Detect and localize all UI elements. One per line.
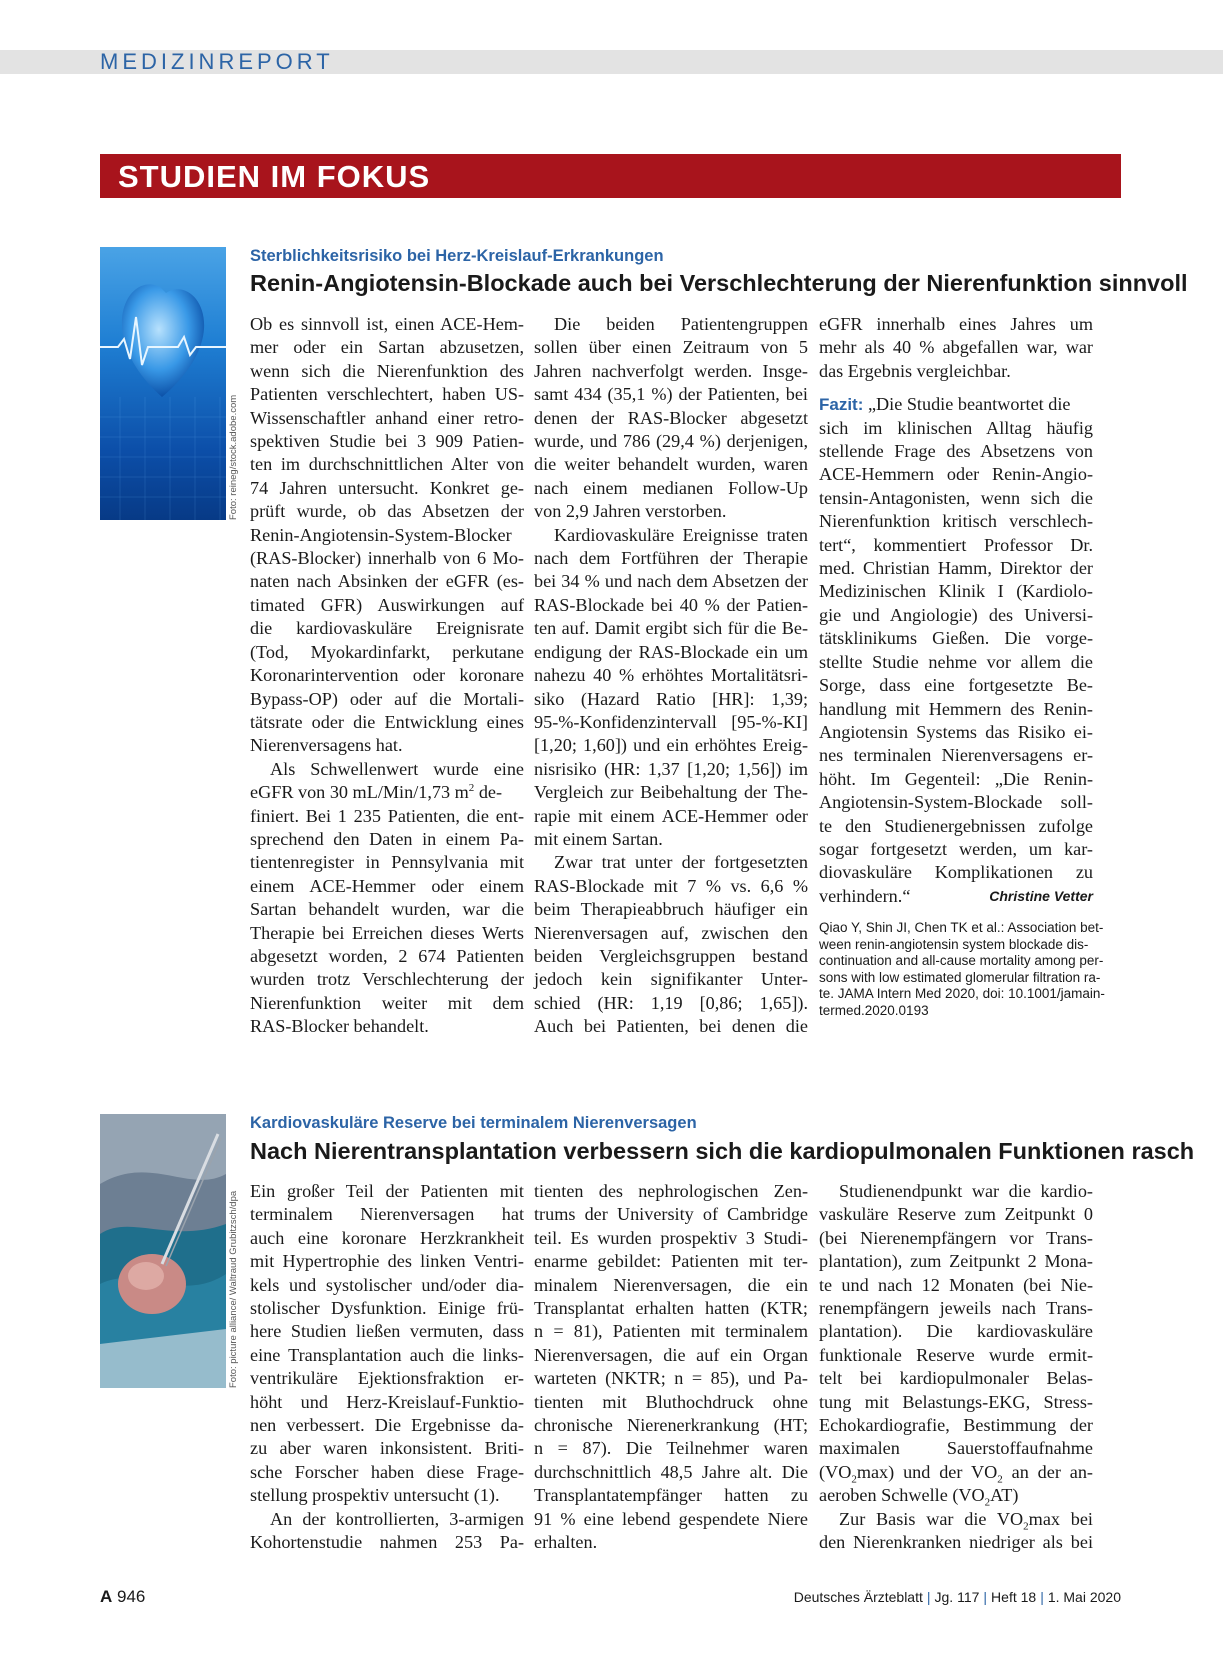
text-line: wurde, und 786 (29,4 %) derjenigen, [534,431,808,452]
text-line: renempfängern jeweils nach Trans- [819,1298,1093,1319]
text-line: ten im durchschnittlichen Alter von [250,454,524,475]
text-line: Kardiovaskuläre Ereignisse traten [554,524,808,545]
text-line: here Studien ließen vermuten, dass [250,1321,524,1342]
text-line: Patienten verschlechtert, haben US- [250,384,524,405]
text-line: nach dem Fortführen der Therapie [534,548,808,569]
text-line: chronische Nierenerkrankung (HT; [534,1415,808,1436]
text-line: tensin-Antagonisten, wenn sich die [819,487,1093,508]
text-line: höht und Herz-Kreislauf-Funktio- [250,1391,524,1412]
text-line: sogar fortgesetzt werden, um kar- [819,838,1093,859]
journal-date: 1. Mai 2020 [1047,1589,1121,1605]
text-line: die kardiovaskuläre Ereignisrate [250,618,524,639]
text-line: Nierenversagens hat. [250,735,403,756]
text-line [250,781,524,804]
text-line: ACE-Hemmern oder Renin-Angio- [819,464,1093,485]
text-line: n = 87). Die Teilnehmer waren [534,1438,808,1459]
text-line: Echokardiografie, Bestimmung der [819,1415,1093,1436]
text-line: Nierenversagen auf, zwischen den [534,922,808,943]
text-line: von 2,9 Jahren verstorben. [534,501,727,522]
text-line: naten nach Absinken der eGFR (es- [250,571,524,592]
text-fragment: max) und der VO [856,1461,998,1482]
text-line: Nierenfunktion weiter mit dem [250,992,524,1013]
text-line: Angiotensin-System-Blockade soll- [819,792,1093,813]
text-line: auch eine koronare Herzkrankheit [250,1227,524,1248]
text-line: 91 % eine lebend gespendete Niere [534,1508,808,1529]
article1-column-1 [250,313,524,1039]
text-line: telt bei kardiopulmonaler Belas- [819,1368,1093,1389]
heart-illustration-image [100,247,226,520]
article1-column-2 [534,313,808,1039]
text-line: Transplantat erhalten hatten (KTR; [534,1298,808,1319]
article2-column-2 [534,1180,808,1555]
banner-title: STUDIEN IM FOKUS [118,159,431,194]
text-line: wenn sich die Nierenfunktion des [250,360,524,381]
reference-line: sons with low estimated glomerular filtration ra- [819,969,1101,985]
text-line: Ob es sinnvoll ist, einen ACE-Hem- [250,314,524,334]
reference-line: Qiao Y, Shin JI, Chen TK et al.: Association bet- [819,920,1104,936]
text-line [819,885,1093,908]
text-line: terminalem Nierenversagen hat [250,1204,524,1225]
text-line: finiert. Bei 1 235 Patienten, die ent- [250,805,524,826]
page-number-value: 946 [117,1587,146,1606]
article1-paragraph-5 [534,851,808,1038]
article2-paragraph-2 [250,1508,524,1555]
article2-paragraph-5 [819,1508,1093,1555]
text-line: maximalen Sauerstoffaufnahme [819,1438,1093,1459]
text-line: Angiotensin Systems das Risiko ei- [819,721,1093,742]
text-line: gie und Angiologie) des Universi- [819,604,1093,625]
text-line: eine Transplantation auch die links- [250,1344,524,1365]
text-fragment: AT) [990,1485,1019,1506]
text-line: Jahren nachverfolgt werden. Insge- [534,360,808,381]
text-line: siko (Hazard Ratio [HR]: 1,39; [534,688,808,709]
text-line [819,1508,1093,1531]
subscript: 2 [851,1473,857,1486]
text-line: Nierenfunktion kritisch verschlech- [819,511,1093,532]
text-line: sich im klinischen Alltag häufig [819,417,1093,438]
text-line: minalem Nierenversagen, die ein [534,1274,808,1295]
text-line: Die beiden Patientengruppen [554,314,808,334]
text-line: (RAS-Blocker) innerhalb von 6 Mo- [250,548,524,569]
article2-paragraph-4 [819,1180,1093,1508]
journal-footer [794,1589,1121,1605]
surgery-graphic [100,1114,226,1388]
text-line: durchschnittlich 48,5 Jahre alt. Die [534,1461,808,1482]
article2-column-1 [250,1180,524,1555]
text-line: RAS-Blockade mit 7 % vs. 6,6 % [534,875,808,896]
page-prefix: A [100,1587,113,1606]
text-line: warteten (NKTR; n = 85), und Pa- [534,1368,808,1389]
fazit-label: Fazit: [819,395,864,415]
reference-line: termed.2020.0193 [819,1002,929,1018]
text-line: Therapie bei Erreichen dieses Werts [250,922,524,943]
text-fragment: de- [474,782,503,803]
text-line: plantation). Die kardiovaskuläre [819,1321,1093,1342]
text-line: nach einem medianen Follow-Up [534,477,808,498]
text-line: Koronarintervention oder koronare [250,665,524,686]
text-line: nahezu 40 % erhöhtes Mortalitätsri- [534,665,808,686]
text-line: te den Studienergebnissen zufolge [819,815,1093,836]
fazit-paragraph [819,393,1093,908]
article1-paragraph-6 [819,313,1093,383]
article1-column-3 [819,313,1105,1019]
text-line: Vergleich zur Beibehaltung der The- [534,782,808,803]
reference-line: continuation and all-cause mortality among per- [819,953,1104,969]
article1-headline: Renin-Angiotensin-Blockade auch bei Verschlechterung der Nierenfunktion sinnvoll [250,270,1188,296]
text-fragment: an der an- [1002,1461,1093,1482]
text-line: Sorge, dass eine fortgesetzte Be- [819,675,1093,696]
text-line: mit einem Sartan. [534,828,663,849]
text-line: tätsklinikums Gießen. Die vorge- [819,628,1093,649]
text-line: den Nierenkranken niedriger als bei [819,1532,1093,1553]
separator: | [926,1589,931,1605]
text-line: prüft wurde, ob das Absetzen der [250,501,524,522]
text-line: endigung der RAS-Blockade ein um [534,641,808,662]
article1-kicker: Sterblichkeitsrisiko bei Herz-Kreislauf-Erkrankungen [250,247,664,265]
text-line: kels und systolischer und/oder dia- [250,1274,524,1295]
text-line: denen der RAS-Blocker abgesetzt [534,407,808,428]
text-line: Wissenschaftler anhand einer retro- [250,407,524,428]
text-line [819,1484,1093,1507]
text-line: funktionale Reserve wurde ermit- [819,1344,1093,1365]
text-line: ventrikuläre Ejektionsfraktion er- [250,1368,524,1389]
text-fragment: „Die Studie beantwortet die [863,394,1071,415]
text-line: jedoch kein signifikanter Unter- [534,969,808,990]
text-line: stellte Studie nehme vor allem die [819,651,1093,672]
text-line: Ein großer Teil der Patienten mit [250,1181,524,1201]
text-line: tung mit Belastungs-EKG, Stress- [819,1391,1093,1412]
text-line: erhalten. [534,1532,598,1553]
section-banner [100,154,1121,198]
text-fragment: aeroben Schwelle (VO [819,1485,985,1506]
text-line: stolischer Dysfunktion. Einige frü- [250,1298,524,1319]
text-line: n = 81), Patienten mit terminalem [534,1321,808,1342]
text-line: eGFR innerhalb eines Jahres um [819,314,1093,334]
article1-paragraph-2 [250,758,524,1039]
text-line: plantation), zum Zeitpunkt 2 Mona- [819,1251,1093,1272]
text-line: med. Christian Hamm, Direktor der [819,558,1093,579]
article1-paragraph-1 [250,313,524,758]
surgery-photo-image [100,1114,226,1388]
text-line: das Ergebnis vergleichbar. [819,360,1011,381]
text-line: tientenregister in Pennsylvania mit [250,852,524,873]
article2-paragraph-1 [250,1180,524,1508]
reference-line: te. JAMA Intern Med 2020, doi: 10.1001/jamain- [819,986,1105,1002]
text-line: RAS-Blocker behandelt. [250,1016,429,1037]
text-line: nen verbessert. Die Ergebnisse da- [250,1415,524,1436]
text-fragment: max bei [1028,1508,1093,1529]
text-fragment: Zur Basis war die VO [839,1508,1024,1529]
text-line: beiden Vergleichsgruppen bestand [534,945,808,966]
text-line: (Tod, Myokardinfarkt, perkutane [250,641,524,662]
reference-line: ween renin-angiotensin system blockade dis- [819,936,1089,952]
text-line: Kohortenstudie nahmen 253 Pa- [250,1532,524,1553]
text-line: Als Schwellenwert wurde eine [270,758,524,779]
egfr-value: eGFR von 30 mL/Min/1,73 m [250,782,469,803]
article2-kicker: Kardiovaskuläre Reserve bei terminalem Nierenversagen [250,1114,697,1132]
text-line: vaskuläre Reserve zum Zeitpunkt 0 [819,1204,1093,1225]
text-line: tätsrate oder die Entwicklung eines [250,711,524,732]
text-line: die weiter behandelt wurden, waren [534,454,808,475]
text-line: mit Hypertrophie des linken Ventri- [250,1251,524,1272]
article1-paragraph-3 [534,313,808,524]
text-line: Medizinischen Klinik I (Kardiolo- [819,581,1093,602]
superscript: 2 [468,782,475,795]
text-line: Nierenversagen, die auf ein Organ [534,1344,808,1365]
text-line: tienten mit Bluthochdruck ohne [534,1391,808,1412]
text-line: (bei Nierenempfängern vor Trans- [819,1227,1093,1248]
text-line: te und nach 12 Monaten (bei Nie- [819,1274,1093,1295]
text-line: abgesetzt worden, 2 674 Patienten [250,945,524,966]
text-line: stellende Frage des Absetzens von [819,441,1093,462]
text-line: handlung mit Hemmern des Renin- [819,698,1093,719]
text-line: samt 434 (35,1 %) der Patienten, bei [534,384,808,405]
subscript: 2 [984,1496,991,1509]
text-line: RAS-Blockade bei 40 % der Patien- [534,594,808,615]
text-line: trums der University of Cambridge [534,1204,808,1225]
subscript: 2 [997,1473,1003,1486]
text-line: höht. Im Gegenteil: „Die Renin- [819,768,1093,789]
heart-graphic [100,247,226,520]
text-line: timated GFR) Auswirkungen auf [250,594,524,615]
text-line: sche Forscher haben diese Frage- [250,1461,524,1482]
text-line: schied (HR: 1,19 [0,86; 1,65]). [534,992,808,1013]
journal-name: Deutsches Ärzteblatt [793,1589,923,1605]
text-line: nisrisiko (HR: 1,37 [1,20; 1,56]) im [534,758,808,779]
text-line: [1,20; 1,60]) und ein erhöhtes Ereig- [534,735,808,756]
text-line: beim Therapieabbruch häufiger ein [534,899,808,920]
text-line: 95-%-Konfidenzintervall [95-%-KI] [534,711,808,732]
text-line: diovaskuläre Komplikationen zu [819,862,1093,883]
author-name: Christine Vetter [989,887,1093,904]
subscript: 2 [1023,1520,1029,1533]
text-line: ten auf. Damit ergibt sich für die Be- [534,618,808,639]
article1-paragraph-4 [534,524,808,852]
text-line: rapie mit einem ACE-Hemmer oder [534,805,808,826]
text-line: mer oder ein Sartan abzusetzen, [250,337,524,358]
text-line: bei 34 % und nach dem Absetzen der [534,571,808,592]
image-credit-1: Foto: reineg/stock.adobe.com [228,394,239,520]
text-line [819,1461,1093,1484]
text-line: enarme gebildet: Patienten mit ter- [534,1251,808,1272]
reference-citation [819,920,1105,1019]
text-line: sprechend den Daten in einem Pa- [250,828,524,849]
text-line: 74 Jahren untersucht. Konkret ge- [250,477,524,498]
text-line: spektiven Studie bei 3 909 Patien- [250,431,524,452]
article2-paragraph-3 [534,1180,808,1555]
text-line: stellung prospektiv untersucht (1). [250,1485,500,1506]
journal-volume: Jg. 117 [934,1589,980,1605]
separator: | [1040,1589,1044,1605]
text-line: mehr als 40 % abgefallen war, war [819,337,1093,358]
image-credit-2: Foto: picture alliance/ Waltraud Grubitzsch/dpa [228,1190,239,1388]
text-fragment: verhindern.“ [819,885,911,906]
text-line: teil. Es wurden prospektiv 3 Studi- [534,1227,808,1248]
journal-issue: Heft 18 [991,1589,1037,1605]
text-line: einem ACE-Hemmer oder einem [250,875,524,896]
text-line [819,393,1093,416]
separator: | [983,1589,988,1605]
page-number [100,1587,145,1607]
text-line: zu aber waren inkonsistent. Briti- [250,1438,524,1459]
text-line: Studienendpunkt war die kardio- [839,1181,1093,1201]
text-line: Transplantatempfänger hatten zu [534,1485,808,1506]
text-fragment: (VO [819,1461,852,1482]
text-line: sollen über einen Zeitraum von 5 [534,337,808,358]
text-line: Renin-Angiotensin-System-Blocker [250,524,512,545]
text-line: nes terminalen Nierenversagens er- [819,745,1093,766]
text-line: tert“, kommentiert Professor Dr. [819,534,1093,555]
text-line: Sartan behandelt wurden, war die [250,899,524,920]
section-kicker: MEDIZINREPORT [100,49,334,74]
text-line: An der kontrollierten, 3-armigen [270,1508,524,1529]
article2-column-3 [819,1180,1093,1555]
text-line: tienten des nephrologischen Zen- [534,1181,808,1201]
text-line: Zwar trat unter der fortgesetzten [554,852,808,873]
text-line: Auch bei Patienten, bei denen die [534,1016,808,1037]
article2-headline: Nach Nierentransplantation verbessern sich die kardiopulmonalen Funktionen rasch [250,1138,1195,1164]
text-line: wurden trotz Verschlechterung der [250,969,524,990]
text-line: Bypass-OP) oder auf die Mortali- [250,688,524,709]
